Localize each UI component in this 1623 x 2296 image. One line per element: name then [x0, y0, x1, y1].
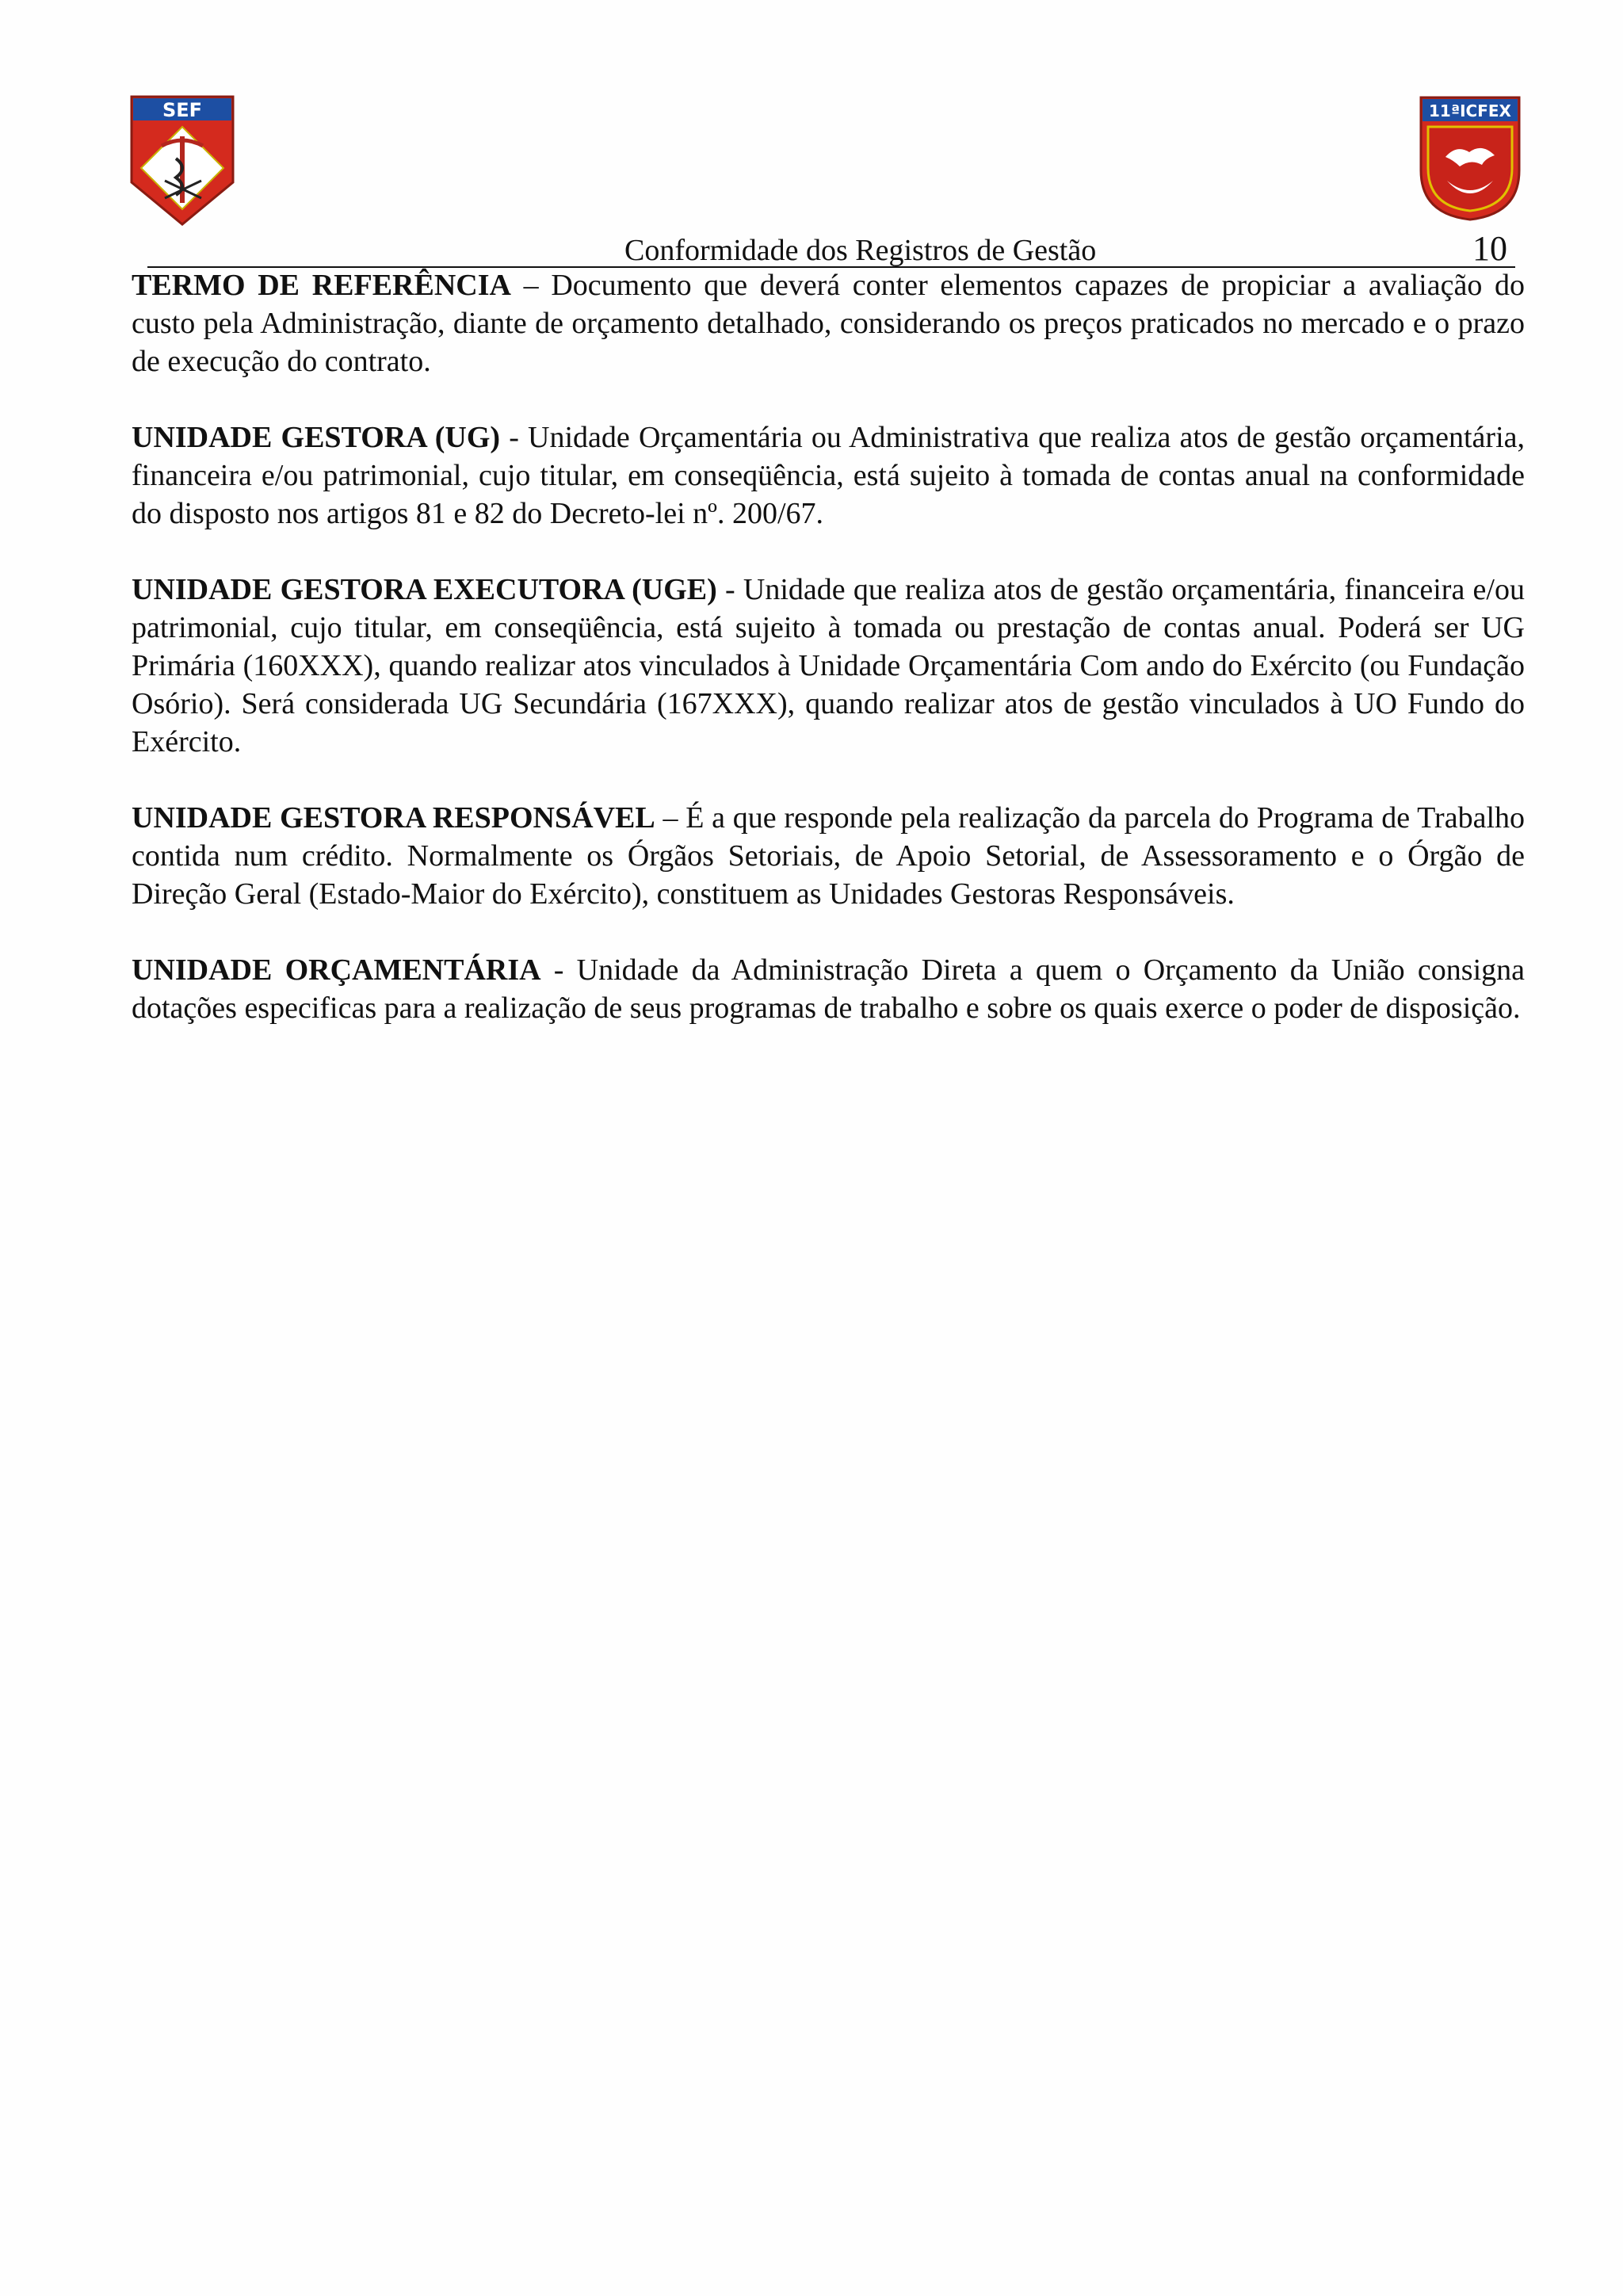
sef-shield-emblem-icon: [130, 95, 235, 226]
glossary-term: UNIDADE ORÇAMENTÁRIA: [132, 953, 541, 987]
glossary-definition: - Unidade da Administração Direta a quem o Orçamento da União consigna dotações especificas para a realização de seus programas de trabalho e sobre os quais exerce o poder de disposição.: [132, 953, 1525, 1025]
icfex-shield-emblem-icon: [1419, 95, 1522, 222]
glossary-entry-termo-de-referencia: [132, 266, 1525, 380]
page-header: [147, 227, 1515, 268]
glossary-term: UNIDADE GESTORA EXECUTORA (UGE): [132, 573, 717, 606]
glossary-entry-unidade-gestora-responsavel: [132, 799, 1525, 913]
glossary-entry-unidade-gestora-executora: [132, 571, 1525, 761]
glossary-definition: - Unidade Orçamentária ou Administrativa que realiza atos de gestão orçamentária, financeira e/ou patrimonial, cujo titular, em conseqüência, está sujeito à tomada de contas anual na conformidade do disposto nos artigos 81 e 82 do Decreto-lei nº. 200/67.: [132, 421, 1526, 530]
glossary-term: UNIDADE GESTORA RESPONSÁVEL: [132, 801, 655, 835]
sef-logo-text: SEF: [162, 99, 203, 121]
icfex-logo-text: 11ªICFEX: [1429, 101, 1511, 120]
glossary-definition: – É a que responde pela realização da parcela do Programa de Trabalho contida num crédito. Normalmente os Órgãos Setoriais, de Apoio Setorial, de Assessoramento e o Órgão de Direção Geral (Estado-Maior do Exército), constituem as Unidades Gestoras Responsáveis.: [132, 801, 1525, 911]
glossary-definition: – Documento que deverá conter elementos capazes de propiciar a avaliação do custo pela Administração, diante de orçamento detalhado, considerando os preços praticados no mercado e o prazo de execução do contrato.: [132, 269, 1525, 378]
glossary-term: TERMO DE REFERÊNCIA: [132, 269, 511, 302]
glossary-entry-unidade-gestora: [132, 418, 1525, 533]
glossary-definition: - Unidade que realiza atos de gestão orçamentária, financeira e/ou patrimonial, cujo titular, em conseqüência, está sujeito à tomada ou prestação de contas anual. Poderá ser UG Primária (160XXX), quando realizar atos vinculados à Unidade Orçamentária Com ando do Exército (ou Fundação Osório). Será considerada UG Secundária (167XXX), quando realizar atos de gestão vinculados à UO Fundo do Exército.: [132, 573, 1525, 758]
header-title: Conformidade dos Registros de Gestão: [624, 234, 1097, 267]
glossary-content: [132, 266, 1525, 1065]
glossary-term: UNIDADE GESTORA (UG): [132, 421, 501, 454]
glossary-entry-unidade-orcamentaria: [132, 951, 1525, 1027]
page-number: 10: [1472, 229, 1507, 268]
